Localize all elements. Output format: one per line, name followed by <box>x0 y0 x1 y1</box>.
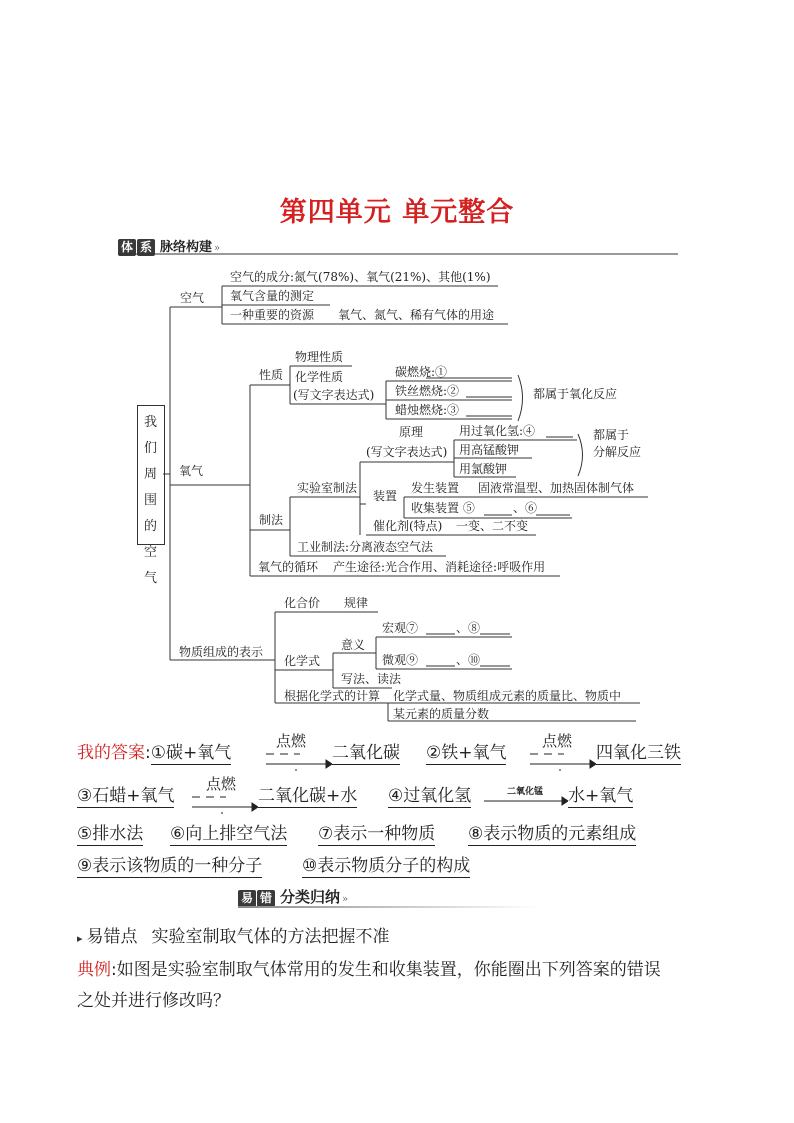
node-collector: 收集装置 ⑤ <box>411 501 475 515</box>
reaction-arrow-icon <box>192 791 258 817</box>
answer-5: ⑤排水法 <box>77 824 144 844</box>
node-macro: 宏观⑦ <box>382 621 419 635</box>
condition-text: 点燃 <box>541 732 572 750</box>
answer-1-left: ①碳+氧气 <box>150 743 232 763</box>
error-point-text: 实验室制取气体的方法把握不准 <box>151 927 390 947</box>
answer-8: ⑧表示物质的元素组成 <box>468 824 637 844</box>
node-apparatus: 装置 <box>373 489 398 503</box>
note-decomposition-2: 分解反应 <box>593 445 642 459</box>
root-char: 的 <box>144 519 158 534</box>
answer-10-wrap <box>302 855 470 877</box>
node-calc-note-1: 化学式量、物质组成元素的质量比、物质中 <box>393 689 622 703</box>
page-title: 第四单元 单元整合 <box>279 197 515 228</box>
example-label: 典例 <box>77 960 111 980</box>
node-h2o2: 用过氧化氢:④ <box>459 424 536 438</box>
node-kclo3: 用氯酸钾 <box>459 462 508 476</box>
answer-6: ⑥向上排空气法 <box>170 824 288 844</box>
root-char: 空 <box>144 545 158 560</box>
reaction-arrow-icon <box>484 795 568 807</box>
answer-3-left-wrap <box>77 785 174 807</box>
node-collector-6: 、⑥ <box>513 501 538 515</box>
answer-6-wrap <box>170 823 287 845</box>
node-micro-10: 、⑩ <box>456 653 481 667</box>
answer-4-right: 水+氧气 <box>568 786 634 806</box>
node-air: 空气 <box>180 291 205 305</box>
answer-2-right-wrap <box>596 742 681 764</box>
condition-text: 点燃 <box>275 732 306 750</box>
node-industrial: 工业制法:分离液态空气法 <box>297 540 434 554</box>
node-valence: 化合价 <box>284 596 321 610</box>
reaction-arrow-icon <box>530 748 596 774</box>
node-physical-props: 物理性质 <box>295 350 344 364</box>
answer-8-wrap <box>468 823 636 845</box>
pointer-icon: ▸ <box>77 932 83 945</box>
example-line-1 <box>77 955 661 980</box>
answer-2-left: ②铁+氧气 <box>426 743 507 763</box>
node-valence-rule: 规律 <box>344 596 369 610</box>
answers-colon: : <box>145 743 151 763</box>
answer-4-left: ④过氧化氢 <box>388 786 472 806</box>
answer-9: ⑨表示该物质的一种分子 <box>77 856 263 876</box>
root-char: 们 <box>144 441 158 456</box>
answer-1-right-wrap <box>332 742 400 764</box>
answer-3-right: 二氧化碳+水 <box>258 786 358 806</box>
node-principle: 原理 <box>399 425 424 439</box>
node-carbon-burning: 碳燃烧:① <box>395 365 448 379</box>
answer-4-condition: 二氧化锰 <box>506 787 543 797</box>
note-oxidation: 都属于氧化反应 <box>533 387 618 401</box>
section-divider <box>238 905 538 909</box>
node-writing: 写法、读法 <box>341 672 402 686</box>
section-badge: 易 <box>238 890 256 907</box>
section-badge: 系 <box>137 239 155 256</box>
node-meaning: 意义 <box>341 638 366 652</box>
node-iron-burning: 铁丝燃烧:② <box>395 384 460 398</box>
example-line-2: 之处并进行修改吗？ <box>77 991 230 1011</box>
root-char: 围 <box>144 493 158 508</box>
answer-3-left: ③石蜡+氧气 <box>77 786 175 806</box>
answer-2-left-wrap <box>426 742 506 764</box>
node-catalyst-note: 一变、二不变 <box>456 519 529 533</box>
node-chemical-note: (写文字表达式) <box>293 388 375 402</box>
section-label: 脉络构建 <box>160 240 213 255</box>
answer-1-right: 二氧化碳 <box>332 743 400 763</box>
node-chemical-props: 化学性质 <box>295 370 344 384</box>
node-calculation: 根据化学式的计算 <box>284 689 381 703</box>
answers-label: 我的答案 <box>77 743 145 763</box>
answers-line-1 <box>77 742 231 764</box>
reaction-arrow-icon <box>266 748 332 774</box>
root-char: 周 <box>144 467 158 482</box>
node-formula: 化学式 <box>284 654 321 668</box>
node-candle-burning: 蜡烛燃烧:③ <box>395 403 460 417</box>
node-resource: 一种重要的资源 <box>230 308 315 322</box>
node-oxygen: 氧气 <box>179 464 204 478</box>
condition-text: 点燃 <box>205 775 236 793</box>
error-point-line <box>77 922 390 947</box>
answer-3-right-wrap <box>258 785 357 807</box>
node-oxygen-cycle: 氧气的循环 <box>258 560 319 574</box>
example-text-1: :如图是实验室制取气体常用的发生和收集装置，你能圈出下列答案的错误 <box>111 960 661 980</box>
section-badge: 体 <box>118 239 136 256</box>
node-composition-repr: 物质组成的表示 <box>179 645 264 659</box>
section-header-errors <box>238 886 348 907</box>
answer-5-wrap <box>77 823 143 845</box>
double-chevron-icon: » <box>342 894 349 905</box>
node-gas-uses: 氧气、氮气、稀有气体的用途 <box>338 308 495 322</box>
double-chevron-icon: » <box>214 243 221 254</box>
node-catalyst: 催化剂(特点) <box>373 519 443 533</box>
note-decomposition-1: 都属于 <box>593 428 630 442</box>
error-point-label: 易错点 <box>86 927 138 947</box>
node-micro: 微观⑨ <box>382 653 419 667</box>
root-char: 气 <box>144 571 158 586</box>
answer-7: ⑦表示一种物质 <box>318 824 436 844</box>
root-char: 我 <box>144 415 158 430</box>
node-calc-note-2: 某元素的质量分数 <box>393 707 490 721</box>
node-preparation: 制法 <box>259 513 284 527</box>
node-principle-note: (写文字表达式) <box>366 445 448 459</box>
node-generator: 发生装置 <box>411 481 460 495</box>
node-lab-prep: 实验室制法 <box>297 481 358 495</box>
section-label: 分类归纳 <box>280 888 341 906</box>
answer-7-wrap <box>318 823 435 845</box>
answer-4-right-wrap <box>568 785 633 807</box>
node-air-composition: 空气的成分:氮气(78%)、氧气(21%)、其他(1%) <box>230 270 491 284</box>
node-oxygen-measure: 氧气含量的测定 <box>230 289 315 303</box>
node-kmno4: 用高锰酸钾 <box>459 443 520 457</box>
answer-4-left-wrap <box>388 785 471 807</box>
answer-10: ⑩表示物质分子的构成 <box>302 856 471 876</box>
section-badge: 错 <box>257 890 275 907</box>
node-generator-types: 固液常温型、加热固体制气体 <box>478 481 635 495</box>
root-topic-box <box>137 405 165 586</box>
node-macro-8: 、⑧ <box>456 621 481 635</box>
answer-2-right: 四氧化三铁 <box>596 743 681 763</box>
node-properties: 性质 <box>259 368 284 382</box>
answer-9-wrap <box>77 855 262 877</box>
node-cycle-note: 产生途径:光合作用、消耗途径:呼吸作用 <box>333 560 546 574</box>
